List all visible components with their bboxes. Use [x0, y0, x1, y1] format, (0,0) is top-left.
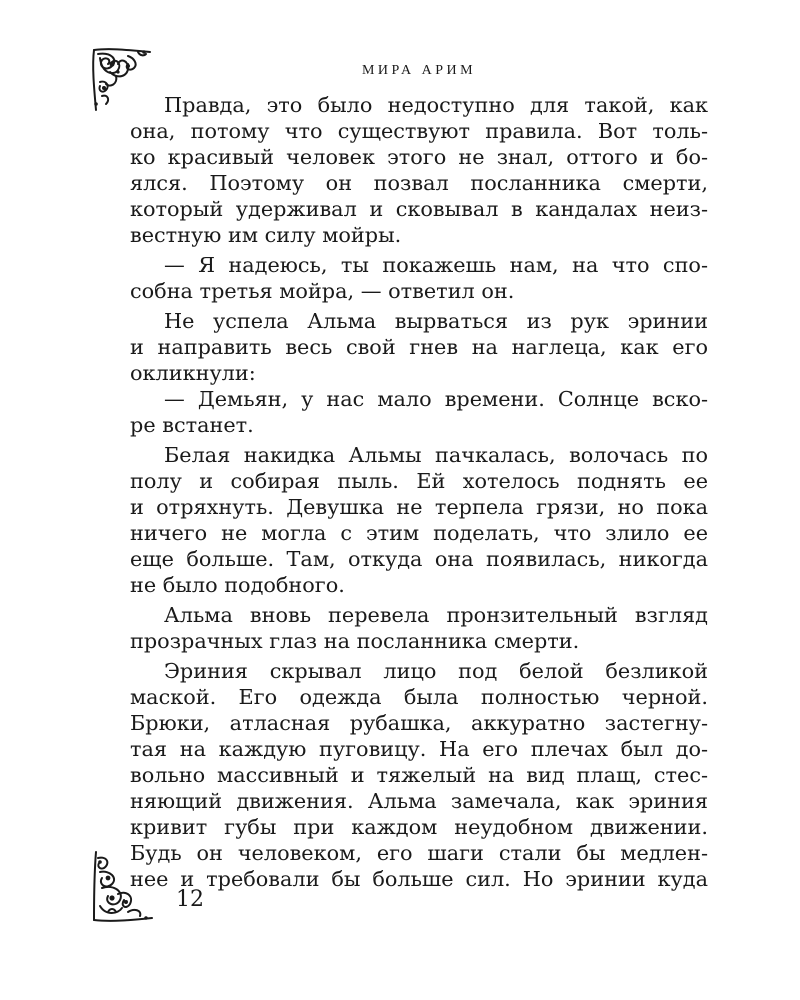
text-line: Не успела Альма вырваться из рук эринии [164, 309, 708, 333]
text-line: — Я надеюсь, ты покажешь нам, на что спо- [164, 253, 708, 277]
text-line: Будь он человеком, его шаги стали бы медлен- [130, 841, 708, 865]
running-header: МИРА АРИМ [361, 63, 477, 78]
text-line: не было подобного. [130, 573, 345, 597]
text-line: ялся. Поэтому он позвал посланника смерти, [130, 171, 708, 195]
text-line: она, потому что существуют правила. Вот толь- [130, 119, 708, 143]
text-line: нее и требовали бы больше сил. Но эринии куда [130, 867, 708, 891]
text-line: Альма вновь перевела пронзительный взгляд [164, 603, 708, 627]
text-line: тая на каждую пуговицу. На его плечах был до- [130, 737, 708, 761]
page-number: 12 [176, 887, 204, 912]
text-line: окликнули: [130, 361, 256, 385]
body-text [130, 92, 708, 892]
text-line: Белая накидка Альмы пачкалась, волочась по [164, 443, 708, 467]
text-line: ре встанет. [130, 413, 254, 437]
text-line: прозрачных глаз на посланника смерти. [130, 629, 580, 653]
text-line: вольно массивный и тяжелый на вид плащ, стес- [130, 763, 708, 787]
text-line: и отряхнуть. Девушка не терпела грязи, но пока [130, 495, 708, 519]
text-line: Правда, это было недоступно для такой, как [164, 93, 708, 117]
text-line: няющий движения. Альма замечала, как эриния [130, 789, 708, 813]
text-line: собна третья мойра, — ответил он. [130, 279, 515, 303]
text-line: еще больше. Там, откуда она появилась, никогда [130, 547, 708, 571]
text-line: ничего не могла с этим поделать, что злило ее [130, 521, 708, 545]
text-line: ко красивый человек этого не знал, оттого и бо- [130, 145, 708, 169]
ornamental-flourish-icon [88, 848, 154, 926]
text-line: который удерживал и сковывал в кандалах неиз- [130, 197, 708, 221]
text-line: кривит губы при каждом неудобном движении. [130, 815, 708, 839]
text-line: полу и собирая пыль. Ей хотелось поднять ее [130, 469, 708, 493]
text-line: Эриния скрывал лицо под белой безликой [164, 659, 708, 683]
text-line: Брюки, атласная рубашка, аккуратно застегну- [130, 711, 708, 735]
text-line: вестную им силу мойры. [130, 223, 402, 247]
text-line: и направить весь свой гнев на наглеца, как его [130, 335, 708, 359]
text-line: маской. Его одежда была полностью черной. [130, 685, 708, 709]
text-line: — Демьян, у нас мало времени. Солнце вско- [164, 387, 708, 411]
